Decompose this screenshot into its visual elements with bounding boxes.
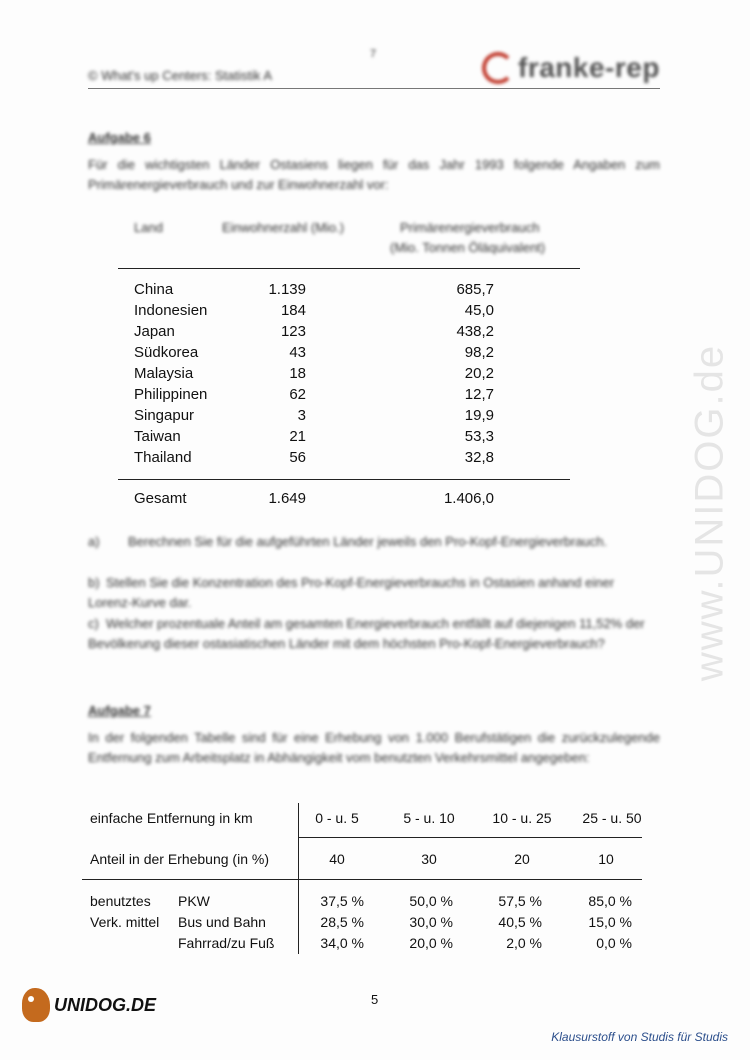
distance-cell: 5 - u. 10 bbox=[403, 810, 455, 826]
cell-einwohner: 1.649 bbox=[268, 490, 306, 507]
cell-land: China bbox=[134, 281, 174, 298]
logo-text: franke-rep bbox=[518, 52, 660, 83]
cell-energie: 45,0 bbox=[464, 302, 494, 319]
task6-intro: Für die wichtigsten Länder Ostasiens liegen für das Jahr 1993 folgende Angaben zum Primärenergieverbrauch und zur Einwohnerzahl vor: bbox=[88, 157, 660, 192]
cell-energie: 438,2 bbox=[456, 323, 494, 340]
cell-energie: 53,3 bbox=[464, 428, 494, 445]
cell-land: Gesamt bbox=[134, 490, 187, 507]
cell-einwohner: 184 bbox=[280, 302, 306, 319]
mode-value: 57,5 % bbox=[498, 893, 542, 909]
row-label-share: Anteil in der Erhebung (in %) bbox=[90, 851, 269, 867]
cell-land: Taiwan bbox=[134, 428, 181, 445]
cell-land: Indonesien bbox=[134, 302, 208, 319]
logo-mark-icon bbox=[482, 52, 514, 84]
mode-value: 37,5 % bbox=[320, 893, 364, 909]
mode-value: 20,0 % bbox=[409, 935, 453, 951]
table-total-row bbox=[134, 490, 494, 511]
question-label: c) bbox=[88, 616, 99, 631]
cell-einwohner: 18 bbox=[289, 365, 306, 382]
mode-value: 2,0 % bbox=[506, 935, 542, 951]
cell-einwohner: 62 bbox=[289, 386, 306, 403]
row-label-distance: einfache Entfernung in km bbox=[90, 810, 253, 826]
table1-total-rule bbox=[118, 479, 570, 480]
franke-rep-logo bbox=[482, 48, 660, 88]
col-header-einwohner: Einwohnerzahl (Mio.) bbox=[222, 220, 345, 235]
mode-label: Bus und Bahn bbox=[178, 914, 266, 930]
mode-value: 34,0 % bbox=[320, 935, 364, 951]
mode-label: PKW bbox=[178, 893, 210, 909]
table1-header-rule bbox=[118, 268, 580, 269]
task7-heading: Aufgabe 7 bbox=[88, 703, 151, 718]
cell-energie: 20,2 bbox=[464, 365, 494, 382]
cell-energie: 12,7 bbox=[464, 386, 494, 403]
question-b bbox=[88, 573, 660, 613]
question-label: b) bbox=[88, 575, 100, 590]
mode-value: 85,0 % bbox=[588, 893, 632, 909]
share-cell: 30 bbox=[421, 851, 437, 867]
table-row bbox=[134, 302, 494, 323]
distance-cell: 10 - u. 25 bbox=[492, 810, 552, 826]
question-c bbox=[88, 614, 660, 654]
cell-energie: 685,7 bbox=[456, 281, 494, 298]
table-row bbox=[134, 344, 494, 365]
cell-einwohner: 21 bbox=[289, 428, 306, 445]
mode-label: Fahrrad/zu Fuß bbox=[178, 935, 275, 951]
col-header-energie: Primärenergieverbrauch bbox=[400, 220, 540, 235]
unidog-logo bbox=[22, 988, 156, 1022]
header-divider bbox=[88, 88, 660, 89]
table-row bbox=[134, 281, 494, 302]
cell-einwohner: 56 bbox=[289, 449, 306, 466]
table-row bbox=[134, 449, 494, 470]
distance-cell: 0 - u. 5 bbox=[315, 810, 359, 826]
footer-tagline: Klausurstoff von Studis für Studis bbox=[551, 1030, 728, 1044]
cell-land: Thailand bbox=[134, 449, 192, 466]
table2-rule-2 bbox=[82, 879, 642, 880]
distance-cell: 25 - u. 50 bbox=[582, 810, 642, 826]
mode-value: 28,5 % bbox=[320, 914, 364, 930]
cell-einwohner: 1.139 bbox=[268, 281, 306, 298]
question-label: a) bbox=[88, 534, 100, 549]
page-number: 5 bbox=[371, 992, 379, 1007]
share-cell: 20 bbox=[514, 851, 530, 867]
group-label: Verk. mittel bbox=[90, 914, 160, 930]
question-a bbox=[88, 532, 660, 552]
cell-land: Philippinen bbox=[134, 386, 208, 403]
unidog-brand: UNIDOG.DE bbox=[54, 994, 157, 1015]
top-page-number: 7 bbox=[370, 48, 377, 60]
table-row bbox=[134, 407, 494, 428]
question-text: Berechnen Sie für die aufgeführten Länder jeweils den Pro-Kopf-Energieverbrauch. bbox=[128, 534, 608, 549]
cell-einwohner: 123 bbox=[280, 323, 306, 340]
cell-energie: 32,8 bbox=[464, 449, 494, 466]
table-row bbox=[134, 323, 494, 344]
share-cell: 40 bbox=[329, 851, 345, 867]
question-text: Stellen Sie die Konzentration des Pro-Kopf-Energieverbrauchs in Ostasien anhand einer Lorenz-Kurve dar. bbox=[88, 575, 615, 610]
table-row bbox=[134, 386, 494, 407]
cell-energie: 19,9 bbox=[464, 407, 494, 424]
col-header-energie-unit: (Mio. Tonnen Öläquivalent) bbox=[390, 240, 546, 255]
mode-value: 50,0 % bbox=[409, 893, 453, 909]
task7-intro: In der folgenden Tabelle sind für eine Erhebung von 1.000 Berufstätigen die zurückzulegende Entfernung zum Arbeitsplatz in Abhängigkeit vom benutzten Verkehrsmittel angegeben: bbox=[88, 730, 660, 765]
table-row bbox=[134, 365, 494, 386]
cell-land: Japan bbox=[134, 323, 175, 340]
group-label: benutztes bbox=[90, 893, 151, 909]
table2-rule-1 bbox=[298, 837, 642, 838]
cell-energie: 98,2 bbox=[464, 344, 494, 361]
cell-land: Südkorea bbox=[134, 344, 199, 361]
mode-value: 0,0 % bbox=[596, 935, 632, 951]
table2-vertical-rule bbox=[298, 803, 299, 954]
question-text: Welcher prozentuale Anteil am gesamten Energieverbrauch entfällt auf diejenigen 11,52% der Bevölkerung dieser ostasiatischen Länder mit dem höchsten Pro-Kopf-Energieverbrauch? bbox=[88, 616, 645, 651]
watermark: www.UNIDOG.de bbox=[687, 343, 732, 682]
cell-einwohner: 3 bbox=[297, 407, 306, 424]
dog-mascot-icon bbox=[22, 988, 50, 1022]
source-line: © What's up Centers: Statistik A bbox=[88, 68, 273, 83]
cell-energie: 1.406,0 bbox=[443, 490, 494, 507]
mode-value: 40,5 % bbox=[498, 914, 542, 930]
mode-value: 30,0 % bbox=[409, 914, 453, 930]
cell-land: Malaysia bbox=[134, 365, 194, 382]
task6-heading: Aufgabe 6 bbox=[88, 130, 151, 145]
cell-einwohner: 43 bbox=[289, 344, 306, 361]
col-header-land: Land bbox=[134, 220, 163, 235]
mode-value: 15,0 % bbox=[588, 914, 632, 930]
table-row bbox=[134, 428, 494, 449]
cell-land: Singapur bbox=[134, 407, 195, 424]
share-cell: 10 bbox=[598, 851, 614, 867]
